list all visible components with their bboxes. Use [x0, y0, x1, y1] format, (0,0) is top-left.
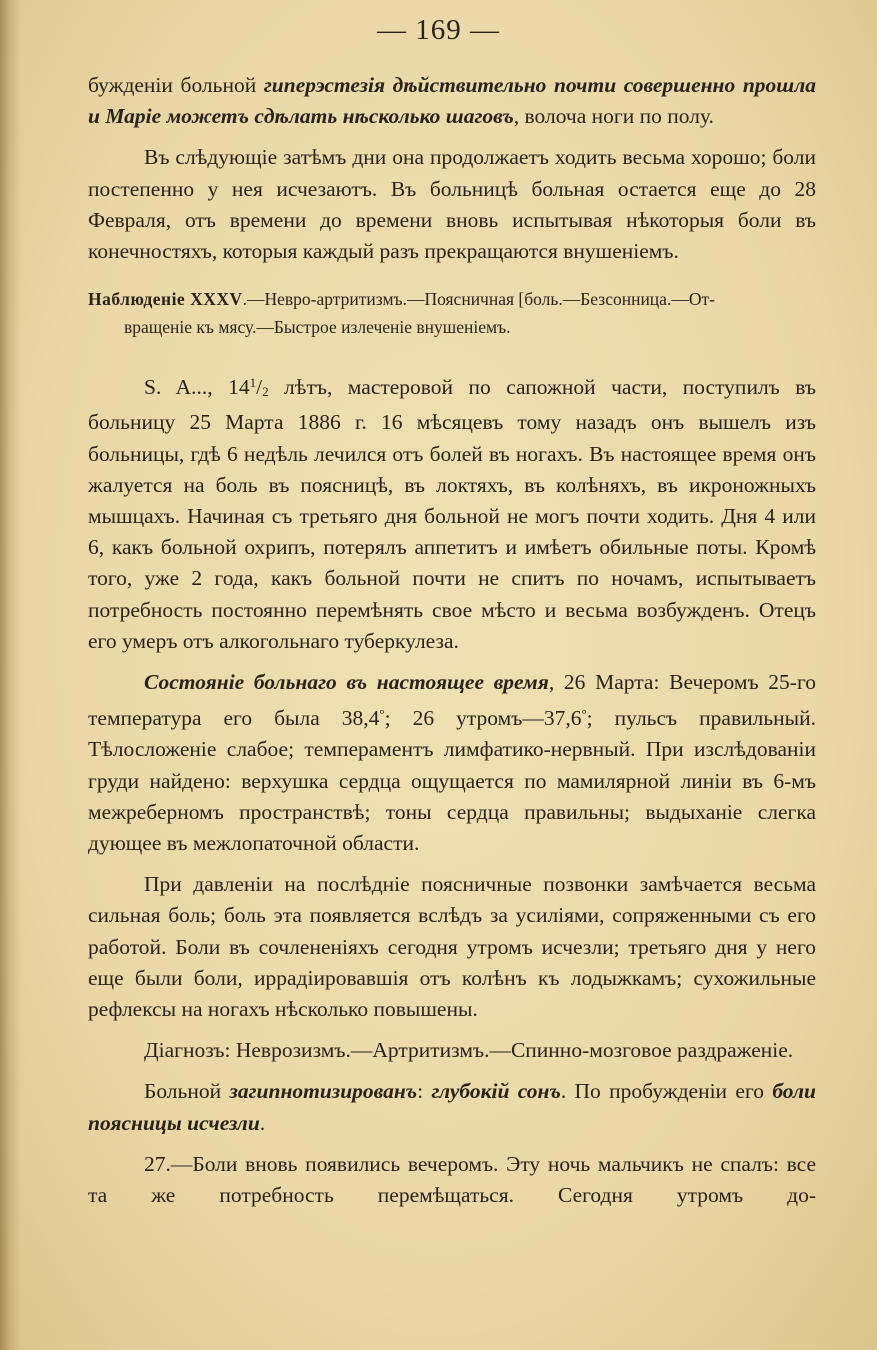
paragraph-3-rest: лѣтъ, мастеровой по сапожной части, поступилъ въ больницу 25 Марта 1886 г. 16 мѣсяцевъ тому назадъ онъ вышелъ изъ больницы, гдѣ 6 недѣль лечился отъ болей въ ногахъ. Въ настоящее время онъ жалуется на боль въ поясницѣ, въ локтяхъ, въ колѣняхъ, въ икроножныхъ мышцахъ. Начиная съ третьяго дня больной не могъ почти ходить. Дня 4 или 6, какъ больной охрипъ, потерялъ аппетитъ и имѣетъ обильные поты. Кромѣ того, уже 2 года, какъ больной почти не спитъ по ночамъ, испытываетъ потребность постоянно перемѣнять свое мѣсто и весьма возбужденъ. Отецъ его умеръ отъ алкогольнаго туберкулеза.: [88, 375, 816, 653]
page-number: — 169 —: [377, 14, 500, 46]
paragraph-7-italic-1: загипнотизированъ: [229, 1079, 418, 1104]
fraction-slash: /: [256, 375, 263, 400]
paragraph-3: [88, 367, 816, 657]
observation-heading-line1: .—Невро-артритизмъ.—Поясничная [боль.—Безсонница.—От-: [242, 289, 715, 310]
paragraph-7-italic-3: боли поясницы исчезли: [88, 1079, 816, 1135]
paragraph-6: Діагнозъ: Неврозизмъ.—Артритизмъ.—Спинно-мозговое раздраженіе.: [144, 1038, 794, 1063]
page-body: [88, 70, 816, 1221]
paragraph-7-start: Больной: [144, 1079, 230, 1104]
paragraph-7: [88, 1076, 816, 1138]
paragraph-7-colon: :: [417, 1079, 432, 1104]
paragraph-4-part-c: ; пульсъ правильный. Тѣлосложеніе слабое; темпераментъ лимфатико-нервный. При изслѣдованіи груди найдено: верхушка сердца ощущается по мамилярной линіи въ 6-мъ межреберномъ пространствѣ; тоны сердца правильны; выдыханіе слегка дующее въ межлопаточной области.: [88, 706, 816, 856]
observation-title: Наблюденіе XXXV: [88, 289, 243, 310]
paragraph-7-end: .: [259, 1110, 266, 1135]
observation-heading-line2: вращеніе къ мясу.—Быстрое излеченіе внушеніемъ.: [124, 317, 511, 338]
degree-sign-2: °: [581, 706, 587, 722]
paragraph-1: [88, 70, 816, 132]
paragraph-3-start: S. A..., 14: [144, 375, 250, 400]
paragraph-4: [88, 667, 816, 859]
paragraph-1-start: бужденіи больной: [88, 73, 264, 97]
paragraph-5: При давленіи на послѣдніе поясничные позвонки замѣчается весьма сильная боль; боль эта появляется вслѣдъ за усиліями, сопряженными съ его работой. Боли въ сочлененіяхъ сегодня утромъ исчезли; третьяго дня у него еще были боли, иррадіировавшія отъ колѣнъ къ лодыжкамъ; сухожильные рефлексы на ногахъ нѣсколько повышены.: [88, 872, 816, 1022]
paragraph-7-italic-2: глубокій сонъ: [431, 1079, 561, 1104]
paragraph-4-italic: Состояніе больнаго въ настоящее время: [144, 670, 549, 695]
observation-heading: [88, 285, 816, 341]
fraction-denominator: 2: [262, 384, 269, 400]
paragraph-8: 27.—Боли вновь появились вечеромъ. Эту ночь мальчикъ не спалъ: все та же потребность перемѣщаться. Сегодня утромъ до-: [88, 1151, 816, 1208]
fraction-numerator: 1: [249, 375, 257, 391]
paragraph-4-part-b: ; 26 утромъ—37,6: [384, 706, 582, 731]
degree-sign-1: °: [379, 706, 385, 722]
paragraph-2: Въ слѣдующіе затѣмъ дни она продолжаетъ ходить весьма хорошо; боли постепенно у нея исчезаютъ. Въ больницѣ больная остается еще до 28 Февраля, отъ времени до времени вновь испытывая нѣкоторыя боли въ конечностяхъ, которыя каждый разъ прекращаются внушеніемъ.: [88, 145, 816, 264]
paragraph-1-italic: гиперэстезія дѣйствительно почти совершенно прошла и Марiе можетъ сдѣлать нѣсколько шаговъ: [88, 73, 816, 129]
paragraph-1-end: , волоча ноги по полу.: [513, 104, 714, 129]
paragraph-4-part-a: , 26 Марта: Вечеромъ 25-го температура его была 38,4: [88, 670, 816, 731]
paragraph-7-middle: . По пробужденіи его: [560, 1079, 773, 1104]
